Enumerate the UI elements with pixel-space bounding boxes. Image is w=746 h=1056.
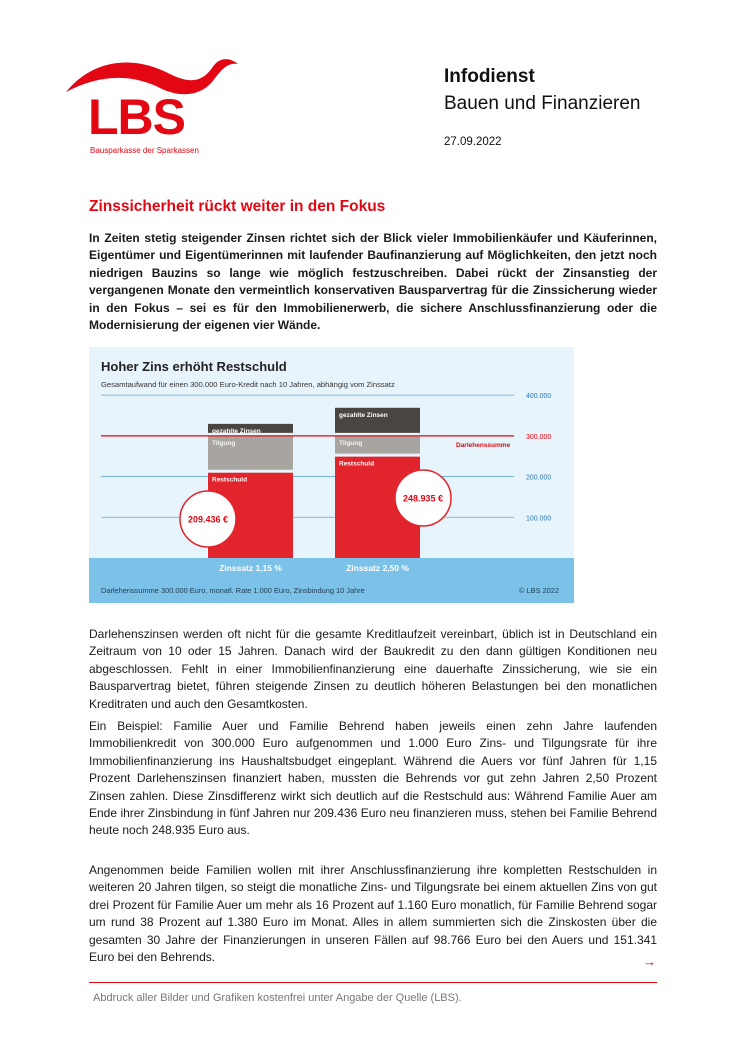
article-headline: Zinssicherheit rückt weiter in den Fokus: [89, 198, 386, 215]
chart: [89, 347, 574, 603]
article-lead: In Zeiten stetig steigender Zinsen richtet sich der Blick vieler Immobilienkäufer und Käuferinnen, Eigentümer und Eigentümerinnen mit laufender Baufinanzierung auf Möglichkeiten, den jetzt noch niedrigen Bauzins so lange wie möglich festzuschreiben. Dabei rückt der Zinsanstieg der vergangenen Monate den vermeintlich konservativen Bausparvertrag für die Zinssicherung wieder in den Fokus – sei es für den Immobilienerwerb, die sichere Anschlussfinanzierung oder die Modernisierung der eigenen vier Wände.: [89, 231, 657, 333]
footer-rule: [89, 982, 657, 983]
chart-subtitle: Gesamtaufwand für einen 300.000 Euro-Kredit nach 10 Jahren, abhängig vom Zinssatz: [101, 380, 395, 389]
header-date: 27.09.2022: [444, 136, 502, 148]
chart-footer-band: [89, 558, 574, 603]
header-subtitle: Bauen und Finanzieren: [444, 93, 641, 114]
footer-note: Abdruck aller Bilder und Grafiken kostenfrei unter Angabe der Quelle (LBS).: [93, 992, 462, 1004]
y-tick-label: 400.000: [526, 393, 552, 401]
bar-segment-label: Restschuld: [339, 460, 375, 468]
bar-segment-label: Tilgung: [339, 439, 363, 447]
chart-title: Hoher Zins erhöht Restschuld: [101, 359, 287, 374]
reference-line-label: Darlehenssumme: [456, 441, 511, 449]
y-tick-label: 200.000: [526, 474, 552, 482]
continue-arrow-icon: →: [643, 954, 656, 969]
article-paragraph: Darlehenszinsen werden oft nicht für die gesamte Kreditlaufzeit vereinbart, üblich ist in Deutschland ein Zeitraum von 10 oder 15 Jahren. Danach wird der Baukredit zu den dann gültigen Konditionen neu abgeschlossen. Fehlt in einer Immobilienfinanzierung eine dauerhafte Zinssicherung, wie sie ein Bausparvertrag bietet, führen steigende Zinsen zu deutlich höheren Belastungen bei den monatlichen Kreditraten und auch den Gesamtkosten.: [89, 627, 657, 711]
y-tick-label: 100.000: [526, 515, 552, 523]
article-paragraph: Angenommen beide Familien wollen mit ihrer Anschlussfinanzierung ihre kompletten Restschulden in weiteren 20 Jahren tilgen, so steigt die monatliche Zins- und Tilgungsrate bei einem aktuellen Zins von gut drei Prozent für Familie Auer um mehr als 16 Prozent auf 1.160 Euro monatlich, für Familie Behrend sogar um rund 38 Prozent auf 1.380 Euro im Monat. Alles in allem summierten sich die Zinskosten über die gesamten 30 Jahre der Finanzierungen in unseren Fällen auf 98.766 Euro bei den Auers und 151.341 Euro bei den Behrends.: [89, 863, 657, 965]
x-category-label: Zinssatz 2,50 %: [346, 563, 409, 573]
chart-footnote: Darlehenssumme 300.000 Euro, monatl. Rate 1.000 Euro, Zinsbindung 10 Jahre: [101, 586, 365, 595]
value-bubble-label: 248.935 €: [402, 493, 444, 504]
value-bubble-label: 209.436 €: [187, 514, 229, 525]
header-title: Infodienst: [444, 66, 535, 87]
y-tick-label: 300.000: [526, 433, 552, 441]
bar-segment-label: Restschuld: [212, 476, 248, 484]
chart-copyright: © LBS 2022: [519, 586, 559, 595]
chart-svg: [89, 347, 574, 603]
x-category-label: Zinssatz 1,15 %: [219, 563, 282, 573]
bar-segment-label: gezahlte Zinsen: [339, 411, 388, 419]
logo-tagline: Bausparkasse der Sparkassen: [90, 146, 199, 155]
bar-segment-label: gezahlte Zinsen: [212, 427, 261, 435]
article-paragraph: Ein Beispiel: Familie Auer und Familie Behrend haben jeweils einen zehn Jahre laufenden Immobilienkredit von 300.000 Euro aufgenommen und 1.000 Euro Zins- und Tilgungsrate für ihre Immobilienfinanzierung ins Haushaltsbudget eingeplant. Während die Auers vor fünf Jahren für 1,15 Prozent Darlehenszinsen finanziert haben, mussten die Behrends vor gut zehn Jahren 2,50 Prozent Zinsen zahlen. Diese Zinsdifferenz wirkt sich deutlich auf die Restschuld aus: Während Familie Auer am Ende ihrer Zinsbindung in fünf Jahren nur 209.436 Euro neu finanzieren muss, stehen bei Familie Behrend heute noch 248.935 Euro aus.: [89, 719, 657, 838]
logo-text: LBS: [88, 89, 185, 145]
bar-segment-label: Tilgung: [212, 439, 236, 447]
